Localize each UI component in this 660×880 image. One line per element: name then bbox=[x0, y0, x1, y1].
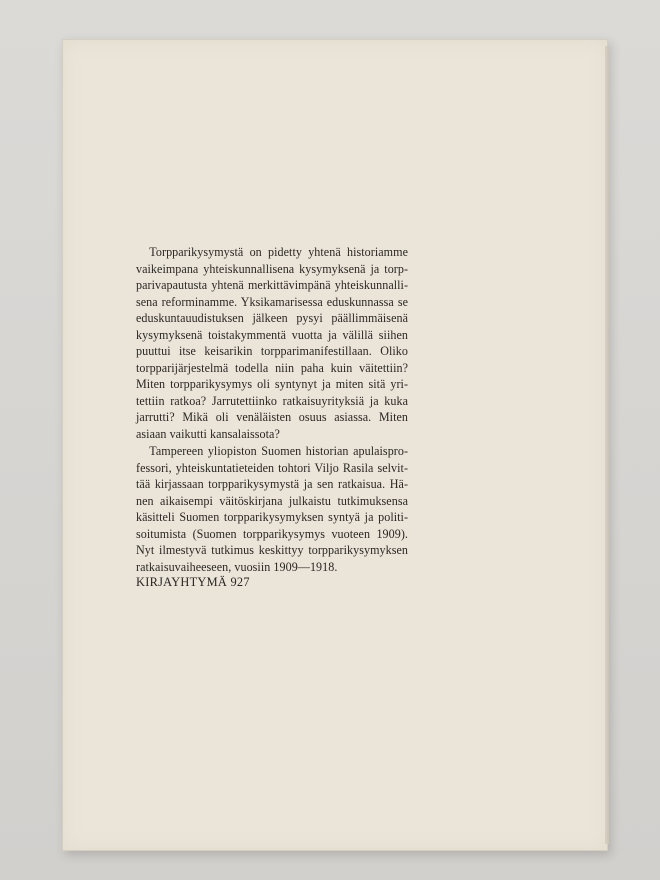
book-page-edge bbox=[605, 46, 609, 844]
back-cover-blurb bbox=[136, 244, 408, 575]
blurb-paragraph-1: Torpparikysymystä on pidetty yhtenä historiamme vaikeimpana yhteiskunnallisena kysymyksenä ja torpparivapautusta yhtenä merkittävimpänä yhteiskunnallisena reforminamme. Yksikamarisessa eduskunnassa se eduskuntauudistuksen jälkeen pysyi päällimmäisenä kysymyksenä toistakymmentä vuotta ja välillä siihen puuttui itse keisarikin torpparimanifestillaan. Oliko torpparijärjestelmä todella niin paha kuin väitettiin? Miten torpparikysymys oli syntynyt ja miten sitä yritettiin ratkoa? Jarrutettiinko ratkaisuyrityksiä ja kuka jarrutti? Mikä oli venäläisten osuus asiassa. Miten asiaan vaikutti kansalaissota? bbox=[136, 245, 408, 441]
blurb-paragraph-2: Tampereen yliopiston Suomen historian apulaisprofessori, yhteiskuntatieteiden tohtori Viljo Rasila selvittää kirjassaan torpparikysymystä ja sen ratkaisua. Hänen aikaisempi väitöskirjana julkaistu tutkimuksensa käsitteli Suomen torpparikysymyksen syntyä ja politisoitumista (Suomen torpparikysymys vuoteen 1909). Nyt ilmestyvä tutkimus keskittyy torpparikysymyksen ratkaisuvaiheeseen, vuosiin 1909—1918. bbox=[136, 444, 408, 574]
publisher-line: KIRJAYHTYMÄ 927 bbox=[136, 575, 250, 589]
